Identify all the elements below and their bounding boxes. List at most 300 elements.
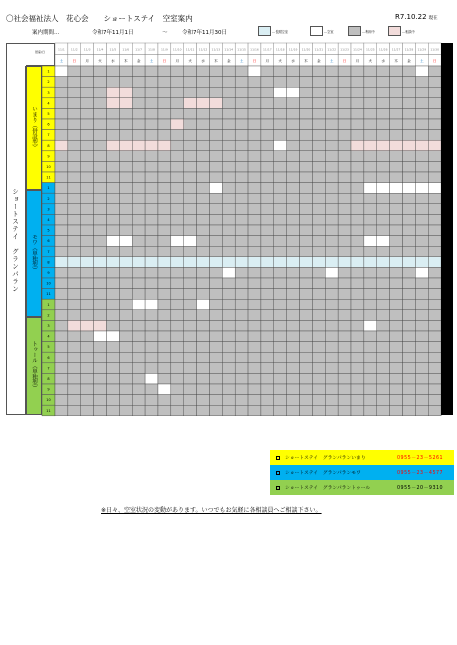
availability-cell: [171, 130, 184, 141]
availability-cell: [351, 130, 364, 141]
availability-cell: [312, 66, 325, 77]
availability-cell: [351, 87, 364, 98]
availability-cell: [377, 108, 390, 119]
availability-cell: [145, 214, 158, 225]
availability-cell: [184, 299, 197, 310]
availability-cell: [222, 214, 235, 225]
availability-cell: [132, 98, 145, 109]
availability-cell: [55, 373, 68, 384]
availability-cell: [287, 363, 300, 374]
availability-cell: [184, 214, 197, 225]
facility-name: ショートステイ グランパラン: [11, 188, 19, 293]
availability-cell: [235, 236, 248, 247]
availability-cell: [171, 214, 184, 225]
availability-cell: [415, 363, 428, 374]
availability-cell: [209, 66, 222, 77]
date-label: 11/18: [275, 47, 285, 52]
availability-cell: [158, 278, 171, 289]
availability-cell: [184, 373, 197, 384]
availability-cell: [94, 108, 107, 119]
availability-cell: [274, 130, 287, 141]
availability-cell: [119, 395, 132, 406]
availability-cell: [351, 352, 364, 363]
availability-cell: [145, 204, 158, 215]
availability-cell: [248, 140, 261, 151]
availability-cell: [415, 384, 428, 395]
legend-label: …空室: [324, 29, 334, 34]
availability-cell: [171, 257, 184, 268]
availability-cell: [287, 320, 300, 331]
availability-cell: [300, 204, 313, 215]
availability-cell: [94, 66, 107, 77]
footer-note: ※日々、空室状況の変動があります。いつでもお気軽に各相談員へご相談下さい。: [101, 507, 322, 514]
availability-cell: [145, 257, 158, 268]
weekday-label: 日: [342, 59, 347, 63]
weekday-label: 火: [278, 59, 283, 63]
availability-cell: [197, 172, 210, 183]
availability-cell: [171, 278, 184, 289]
availability-cell: [312, 236, 325, 247]
availability-cell: [390, 331, 403, 342]
availability-cell: [428, 87, 441, 98]
availability-cell: [94, 331, 107, 342]
availability-cell: [235, 320, 248, 331]
availability-cell: [81, 140, 94, 151]
availability-cell: [428, 130, 441, 141]
availability-cell: [338, 130, 351, 141]
availability-cell: [68, 151, 81, 162]
availability-cell: [248, 204, 261, 215]
weekday-label: 月: [85, 59, 89, 63]
availability-cell: [235, 395, 248, 406]
availability-cell: [390, 352, 403, 363]
availability-cell: [119, 331, 132, 342]
availability-cell: [145, 225, 158, 236]
availability-cell: [158, 342, 171, 353]
availability-cell: [171, 161, 184, 172]
availability-cell: [55, 342, 68, 353]
availability-cell: [68, 299, 81, 310]
availability-cell: [209, 384, 222, 395]
availability-cell: [287, 310, 300, 321]
availability-cell: [55, 352, 68, 363]
availability-cell: [248, 384, 261, 395]
availability-cell: [145, 342, 158, 353]
availability-cell: [364, 395, 377, 406]
availability-cell: [402, 257, 415, 268]
availability-cell: [248, 87, 261, 98]
availability-cell: [222, 310, 235, 321]
availability-cell: [428, 183, 441, 194]
availability-cell: [428, 204, 441, 215]
availability-cell: [132, 395, 145, 406]
availability-cell: [158, 363, 171, 374]
availability-cell: [364, 267, 377, 278]
availability-cell: [261, 352, 274, 363]
availability-cell: [325, 310, 338, 321]
availability-cell: [222, 140, 235, 151]
availability-cell: [364, 66, 377, 77]
date-label: 11/7: [135, 47, 143, 52]
availability-cell: [132, 257, 145, 268]
availability-cell: [351, 257, 364, 268]
availability-cell: [209, 77, 222, 88]
availability-cell: [94, 77, 107, 88]
availability-cell: [312, 151, 325, 162]
availability-cell: [325, 267, 338, 278]
weekday-label: 火: [368, 59, 373, 63]
availability-cell: [261, 320, 274, 331]
availability-cell: [68, 236, 81, 247]
availability-cell: [312, 140, 325, 151]
availability-cell: [209, 87, 222, 98]
availability-cell: [338, 405, 351, 416]
date-label: 11/17: [263, 47, 272, 52]
availability-cell: [415, 395, 428, 406]
availability-cell: [94, 373, 107, 384]
contact-phone[interactable]: 0955－20－9310: [397, 486, 444, 491]
availability-cell: [261, 204, 274, 215]
availability-cell: [235, 225, 248, 236]
availability-cell: [402, 172, 415, 183]
availability-cell: [209, 161, 222, 172]
availability-cell: [377, 363, 390, 374]
availability-cell: [68, 246, 81, 257]
availability-cell: [402, 77, 415, 88]
availability-cell: [158, 236, 171, 247]
availability-cell: [81, 77, 94, 88]
availability-cell: [171, 405, 184, 416]
date-label: 11/4: [96, 47, 104, 52]
availability-cell: [325, 77, 338, 88]
availability-cell: [132, 214, 145, 225]
date-label: 11/20: [301, 47, 311, 52]
availability-cell: [222, 257, 235, 268]
availability-cell: [209, 363, 222, 374]
availability-cell: [55, 214, 68, 225]
availability-cell: [184, 257, 197, 268]
room-number: 4: [47, 101, 50, 106]
availability-cell: [158, 405, 171, 416]
contact-tour: [270, 480, 454, 495]
availability-cell: [300, 236, 313, 247]
availability-cell: [235, 405, 248, 416]
availability-cell: [377, 98, 390, 109]
availability-cell: [248, 278, 261, 289]
availability-cell: [158, 214, 171, 225]
availability-cell: [390, 384, 403, 395]
availability-cell: [222, 108, 235, 119]
availability-cell: [351, 373, 364, 384]
availability-cell: [132, 384, 145, 395]
availability-cell: [402, 161, 415, 172]
availability-cell: [106, 66, 119, 77]
weekday-label: 水: [291, 59, 295, 63]
availability-cell: [106, 246, 119, 257]
availability-cell: [300, 405, 313, 416]
availability-cell: [171, 204, 184, 215]
availability-cell: [364, 384, 377, 395]
availability-cell: [325, 299, 338, 310]
availability-cell: [415, 373, 428, 384]
availability-cell: [106, 151, 119, 162]
availability-cell: [55, 108, 68, 119]
weekday-label: 木: [304, 59, 308, 63]
availability-cell: [402, 204, 415, 215]
availability-cell: [287, 183, 300, 194]
contact-imari: [270, 450, 454, 465]
weekday-label: 金: [136, 59, 141, 63]
availability-cell: [132, 363, 145, 374]
availability-cell: [364, 87, 377, 98]
contact-name: ショートステイ グランパランいまり: [285, 456, 366, 461]
availability-cell: [274, 98, 287, 109]
availability-cell: [377, 119, 390, 130]
weekday-label: 土: [419, 59, 424, 63]
availability-cell: [274, 151, 287, 162]
availability-cell: [390, 119, 403, 130]
availability-cell: [287, 66, 300, 77]
availability-cell: [390, 225, 403, 236]
availability-cell: [235, 278, 248, 289]
availability-cell: [377, 225, 390, 236]
availability-cell: [274, 278, 287, 289]
availability-cell: [428, 246, 441, 257]
availability-cell: [287, 108, 300, 119]
availability-cell: [145, 108, 158, 119]
availability-cell: [158, 108, 171, 119]
availability-cell: [428, 214, 441, 225]
availability-cell: [377, 140, 390, 151]
availability-cell: [81, 87, 94, 98]
availability-cell: [209, 98, 222, 109]
availability-cell: [235, 342, 248, 353]
availability-cell: [351, 225, 364, 236]
availability-cell: [106, 320, 119, 331]
availability-cell: [274, 320, 287, 331]
availability-cell: [338, 108, 351, 119]
availability-cell: [158, 299, 171, 310]
availability-cell: [145, 161, 158, 172]
availability-cell: [55, 320, 68, 331]
room-number: 9: [47, 154, 50, 159]
availability-cell: [197, 395, 210, 406]
availability-cell: [325, 342, 338, 353]
availability-cell: [184, 342, 197, 353]
availability-cell: [222, 225, 235, 236]
availability-cell: [197, 384, 210, 395]
contact-phone[interactable]: 0955－23－4577: [397, 471, 444, 476]
date-label: 11/2: [70, 47, 78, 52]
availability-cell: [119, 342, 132, 353]
availability-cell: [428, 119, 441, 130]
availability-cell: [68, 66, 81, 77]
availability-cell: [338, 363, 351, 374]
date-label: 11/25: [365, 47, 375, 52]
availability-cell: [415, 204, 428, 215]
availability-cell: [300, 214, 313, 225]
availability-cell: [402, 193, 415, 204]
availability-cell: [68, 405, 81, 416]
availability-cell: [197, 278, 210, 289]
availability-cell: [209, 214, 222, 225]
availability-cell: [351, 236, 364, 247]
availability-cell: [68, 87, 81, 98]
availability-cell: [106, 225, 119, 236]
availability-cell: [402, 140, 415, 151]
availability-cell: [184, 108, 197, 119]
availability-cell: [235, 119, 248, 130]
availability-cell: [364, 140, 377, 151]
contact-phone[interactable]: 0955－23－5261: [397, 456, 444, 461]
availability-cell: [184, 384, 197, 395]
availability-cell: [300, 384, 313, 395]
room-number: 10: [46, 281, 51, 286]
availability-cell: [145, 140, 158, 151]
availability-cell: [184, 183, 197, 194]
availability-cell: [390, 373, 403, 384]
availability-cell: [390, 405, 403, 416]
availability-cell: [119, 236, 132, 247]
availability-cell: [209, 405, 222, 416]
availability-cell: [351, 289, 364, 300]
availability-cell: [312, 246, 325, 257]
availability-cell: [94, 161, 107, 172]
availability-cell: [68, 320, 81, 331]
availability-cell: [68, 130, 81, 141]
availability-cell: [364, 161, 377, 172]
availability-cell: [171, 98, 184, 109]
availability-cell: [235, 352, 248, 363]
availability-cell: [390, 236, 403, 247]
availability-cell: [209, 183, 222, 194]
availability-cell: [390, 193, 403, 204]
availability-cell: [81, 193, 94, 204]
availability-cell: [55, 331, 68, 342]
contact-name: ショートステイ グランパラントゥール: [285, 486, 371, 491]
availability-cell: [274, 310, 287, 321]
availability-cell: [377, 172, 390, 183]
availability-cell: [68, 98, 81, 109]
availability-cell: [364, 77, 377, 88]
availability-cell: [119, 225, 132, 236]
availability-cell: [171, 183, 184, 194]
availability-cell: [364, 214, 377, 225]
availability-cell: [261, 289, 274, 300]
availability-cell: [145, 77, 158, 88]
availability-cell: [132, 130, 145, 141]
availability-cell: [338, 98, 351, 109]
availability-cell: [81, 183, 94, 194]
availability-cell: [222, 246, 235, 257]
availability-cell: [415, 299, 428, 310]
availability-cell: [132, 299, 145, 310]
availability-cell: [55, 130, 68, 141]
availability-cell: [94, 352, 107, 363]
availability-cell: [119, 246, 132, 257]
availability-cell: [312, 299, 325, 310]
availability-cell: [402, 278, 415, 289]
availability-cell: [158, 373, 171, 384]
availability-cell: [248, 352, 261, 363]
availability-cell: [197, 405, 210, 416]
availability-cell: [171, 108, 184, 119]
contact-moi: [270, 465, 454, 480]
availability-cell: [287, 278, 300, 289]
room-number: 1: [47, 69, 50, 74]
availability-cell: [106, 299, 119, 310]
availability-cell: [145, 267, 158, 278]
availability-cell: [81, 108, 94, 119]
date-label: 11/12: [198, 47, 208, 52]
period-start: 令和7年11月1日: [92, 30, 134, 36]
availability-cell: [377, 183, 390, 194]
availability-cell: [325, 331, 338, 342]
availability-cell: [338, 289, 351, 300]
availability-cell: [248, 98, 261, 109]
availability-cell: [171, 267, 184, 278]
availability-cell: [81, 352, 94, 363]
availability-cell: [415, 331, 428, 342]
room-number: 8: [47, 260, 50, 265]
availability-cell: [377, 246, 390, 257]
availability-cell: [68, 310, 81, 321]
availability-cell: [55, 183, 68, 194]
unit-name: モワ（単独型）: [31, 234, 37, 273]
availability-cell: [377, 289, 390, 300]
availability-cell: [300, 352, 313, 363]
availability-cell: [351, 405, 364, 416]
availability-cell: [106, 130, 119, 141]
availability-cell: [390, 246, 403, 257]
availability-cell: [119, 87, 132, 98]
availability-cell: [132, 405, 145, 416]
availability-cell: [94, 363, 107, 374]
availability-cell: [261, 331, 274, 342]
availability-cell: [261, 384, 274, 395]
availability-cell: [81, 289, 94, 300]
availability-cell: [274, 299, 287, 310]
availability-cell: [338, 246, 351, 257]
availability-cell: [351, 384, 364, 395]
availability-cell: [106, 257, 119, 268]
availability-cell: [325, 161, 338, 172]
availability-cell: [248, 299, 261, 310]
availability-cell: [415, 66, 428, 77]
legend-label: …相談中: [402, 29, 415, 34]
availability-cell: [377, 331, 390, 342]
availability-cell: [145, 278, 158, 289]
availability-cell: [300, 161, 313, 172]
availability-cell: [94, 140, 107, 151]
availability-cell: [274, 87, 287, 98]
availability-cell: [325, 352, 338, 363]
availability-cell: [222, 352, 235, 363]
availability-cell: [261, 66, 274, 77]
availability-cell: [338, 331, 351, 342]
room-number: 7: [47, 133, 50, 138]
availability-cell: [351, 77, 364, 88]
availability-cell: [81, 373, 94, 384]
availability-cell: [248, 161, 261, 172]
contact-name: ショートステイ グランパランモワ: [285, 471, 361, 476]
availability-cell: [68, 214, 81, 225]
availability-cell: [94, 151, 107, 162]
availability-cell: [171, 77, 184, 88]
availability-cell: [222, 373, 235, 384]
availability-cell: [415, 172, 428, 183]
availability-cell: [55, 395, 68, 406]
